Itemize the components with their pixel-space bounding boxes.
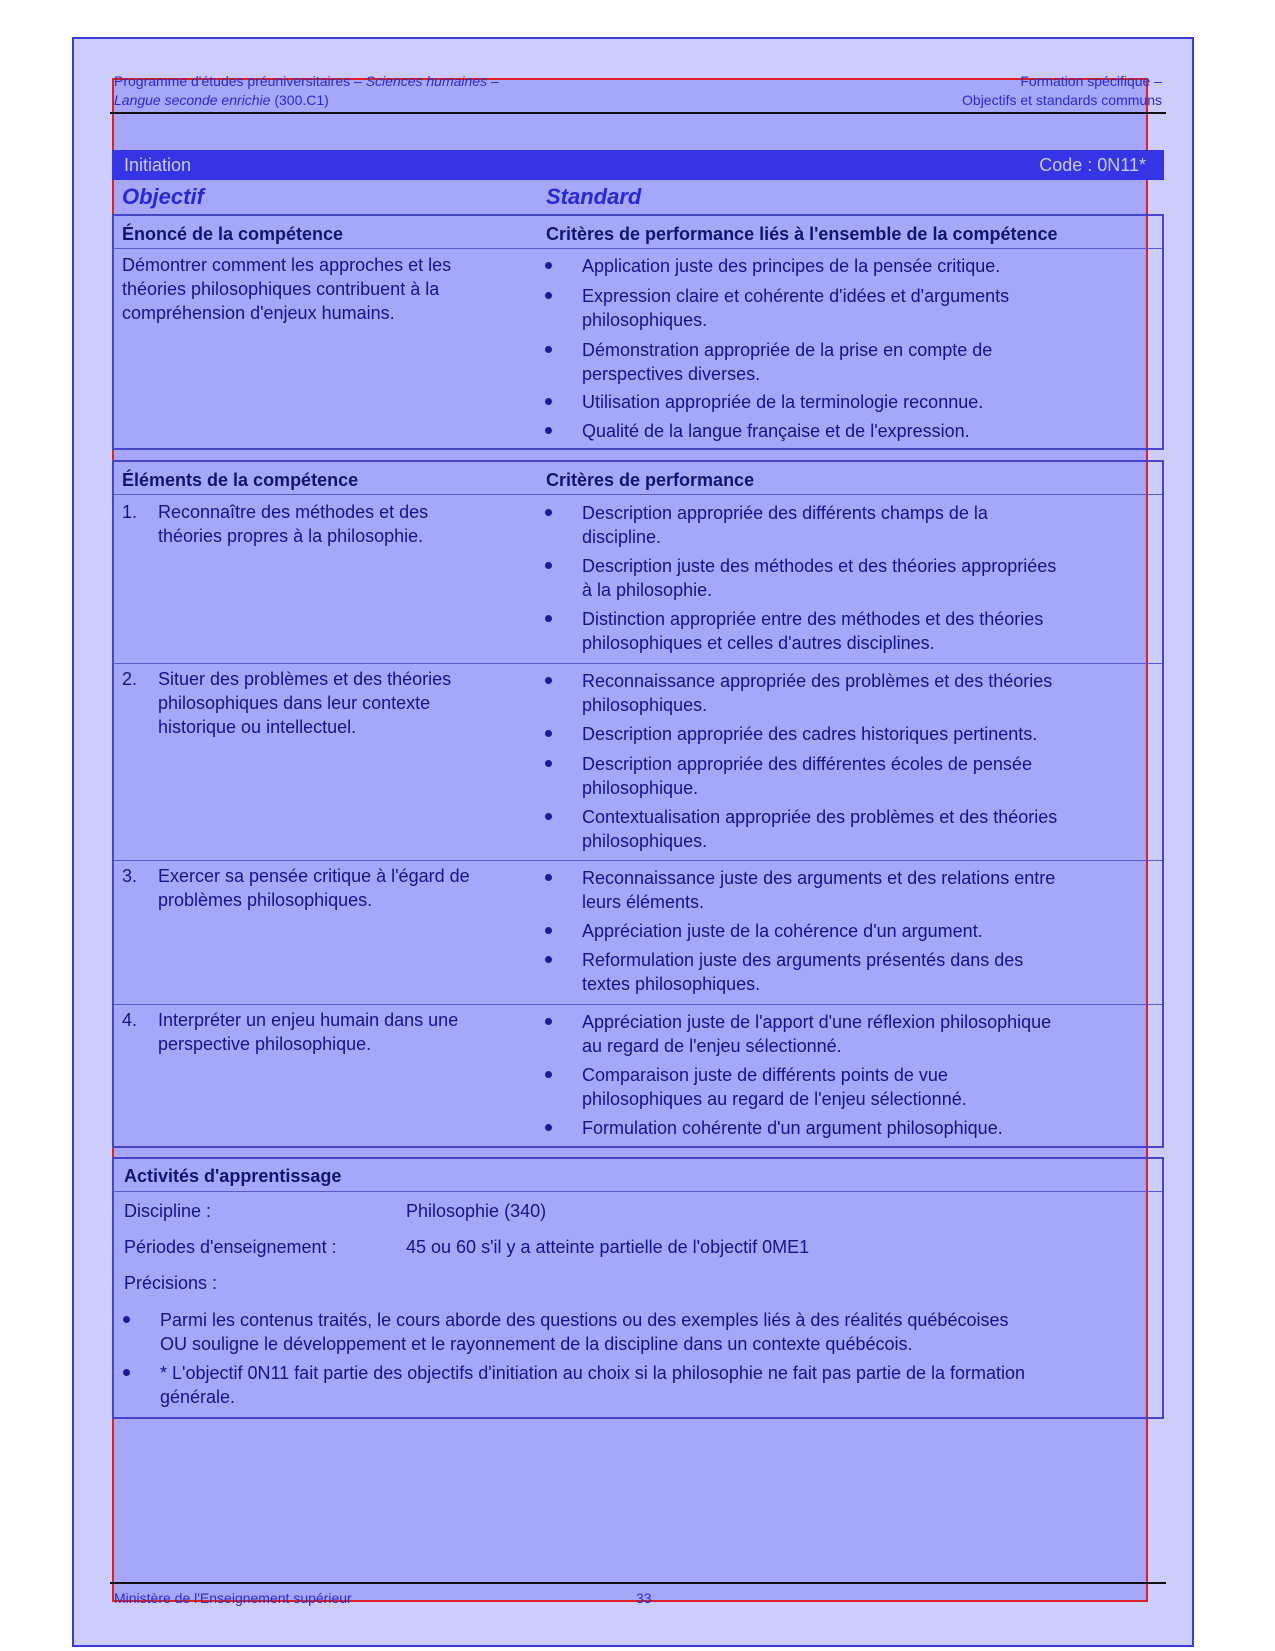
elements-box [112,460,1164,1148]
activites-box [112,1157,1164,1419]
objectif-title: Objectif [122,184,204,209]
program-title: Programme d'études préuniversitaires – Sciences humaines – [114,73,499,89]
objective-band [112,150,1164,180]
critere-item: Distinction appropriée entre des méthodes et des théories philosophiques et celles d'autres disciplines. [582,609,1044,653]
row-separator [114,663,1162,664]
precision-item: * L'objectif 0N11 fait partie des objectifs d'initiation au choix si la philosophie ne fait pas partie de la formation générale. [160,1361,1160,1409]
critere-item: Reformulation juste des arguments présentés dans des textes philosophiques. [582,950,1024,994]
section-title: Formation spécifique – [1020,73,1162,89]
enonce-line: Démontrer comment les approches et les [122,255,452,275]
critere-item: Description appropriée des différents champs de la discipline. [582,503,988,547]
critere-item: Description appropriée des cadres historiques pertinents. [582,724,1038,744]
discipline-label: Discipline : [124,1201,212,1221]
critere-item: Comparaison juste de différents points de vue philosophiques au regard de l'enjeu sélectionné. [582,1065,967,1109]
page-number: 33 [636,1590,652,1606]
running-header-line2 [114,92,1162,110]
competence-box [112,214,1164,450]
critere-item: Formulation cohérente d'un argument philosophique. [582,1118,1003,1138]
critere-item: Reconnaissance juste des arguments et des relations entre leurs éléments. [582,868,1056,912]
band-code: Code : 0N11* [1039,155,1146,175]
critere-item: Démonstration appropriée de la prise en compte de perspectives diverses. [582,340,993,384]
discipline-value: Philosophie (340) [406,1201,547,1221]
critere-item: Qualité de la langue française et de l'expression. [582,421,970,441]
critere-item: Application juste des principes de la pensée critique. [582,256,1001,276]
row-separator [114,1191,1162,1192]
element-item: 2. Situer des problèmes et des théories philosophiques dans leur contexte historique ou intellectuel. [122,669,452,737]
running-footer [114,1590,652,1606]
enonce-line: théories philosophiques contribuent à la [122,279,440,299]
element-item: 4. Interpréter un enjeu humain dans une perspective philosophique. [122,1010,459,1054]
band-level: Initiation [124,155,192,175]
critere-item: Expression claire et cohérente d'idées et d'arguments philosophiques. [582,286,1010,330]
critere-item: Description appropriée des différentes écoles de pensée philosophique. [582,754,1032,798]
critere-item: Description juste des méthodes et des théories appropriées à la philosophie. [582,556,1057,600]
header-rule [110,112,1166,114]
critere-item: Appréciation juste de la cohérence d'un argument. [582,921,983,941]
precision-item: Parmi les contenus traités, le cours aborde des questions ou des exemples liés à des réalités québécoises OU souligne le développement et le rayonnement de la discipline dans un contexte québécois. [160,1308,1160,1356]
enonce-line: compréhension d'enjeux humains. [122,303,395,323]
activites-header: Activités d'apprentissage [124,1166,342,1186]
elements-header: Éléments de la compétence [122,470,359,490]
standard-title: Standard [546,184,642,209]
running-header-line1 [114,73,1162,91]
precisions-label: Précisions : [124,1273,218,1293]
element-item: 3. Exercer sa pensée critique à l'égard de problèmes philosophiques. [122,866,470,910]
critere-item: Utilisation appropriée de la terminologie reconnue. [582,392,984,412]
row-separator [114,1004,1162,1005]
enonce-header: Énoncé de la compétence [122,224,344,244]
row-separator [114,494,1162,495]
criteres-ensemble-header: Critères de performance liés à l'ensemble de la compétence [546,224,1058,244]
critere-item: Reconnaissance appropriée des problèmes et des théories philosophiques. [582,671,1053,715]
program-subtitle: Langue seconde enrichie (300.C1) [114,92,329,108]
footer-ministry: Ministère de l'Enseignement supérieur [114,1590,352,1606]
footer-rule [110,1582,1166,1584]
section-subtitle: Objectifs et standards communs [962,92,1162,108]
periodes-label: Périodes d'enseignement : [124,1237,337,1257]
critere-item: Appréciation juste de l'apport d'une réflexion philosophique au regard de l'enjeu sélectionné. [582,1012,1052,1056]
critere-item: Contextualisation appropriée des problèmes et des théories philosophiques. [582,807,1058,851]
row-separator [114,248,1162,249]
element-item: 1. Reconnaître des méthodes et des théories propres à la philosophie. [122,502,429,546]
periodes-value: 45 ou 60 s'il y a atteinte partielle de l'objectif 0ME1 [406,1237,810,1257]
row-separator [114,860,1162,861]
criteres-header: Critères de performance [546,470,755,490]
